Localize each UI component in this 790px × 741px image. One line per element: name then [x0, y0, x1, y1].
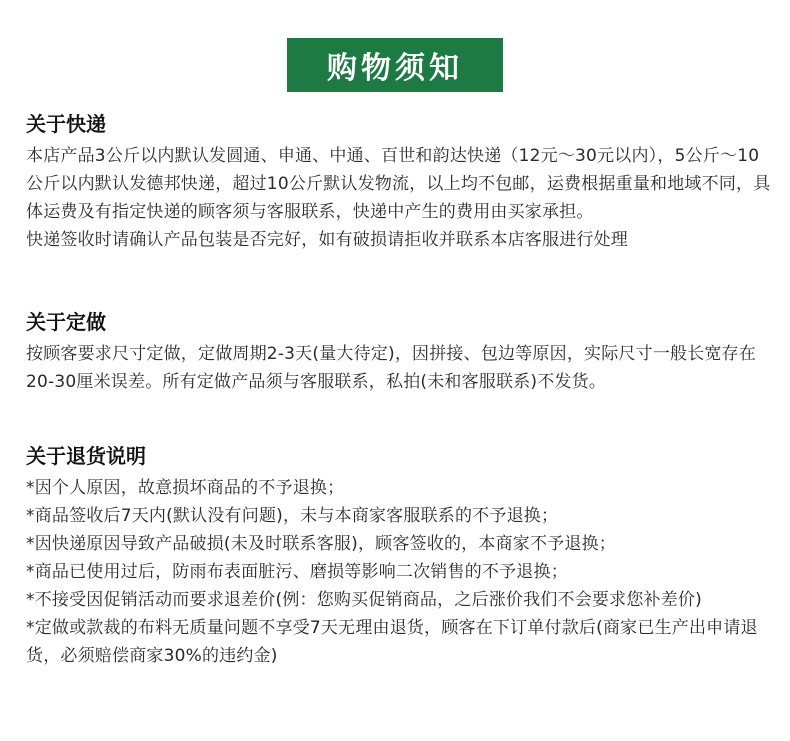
return-heading: 关于退货说明 — [26, 444, 146, 468]
return-section — [26, 444, 771, 670]
custom-section — [26, 310, 771, 396]
delivery-paragraph: 本店产品3公斤以内默认发圆通、申通、中通、百世和韵达快递（12元～30元以内），5公斤～10公斤以内默认发德邦快递，超过10公斤默认发物流，以上均不包邮，运费根据重量和地域不同，具体运费及有指定快递的顾客须与客服联系，快递中产生的费用由买家承担。 — [26, 146, 771, 222]
delivery-heading: 关于快递 — [26, 112, 106, 136]
return-rule: *不接受因促销活动而要求退差价(例：您购买促销商品，之后涨价我们不会要求您补差价) — [26, 590, 702, 610]
return-rule: *商品已使用过后，防雨布表面脏污、磨损等影响二次销售的不予退换； — [26, 562, 568, 582]
custom-heading: 关于定做 — [26, 310, 106, 334]
custom-paragraph: 按顾客要求尺寸定做，定做周期2-3天(量大待定)，因拼接、包边等原因，实际尺寸一般长宽存在20-30厘米误差。所有定做产品须与客服联系，私拍(未和客服联系)不发货。 — [26, 344, 757, 392]
return-rule: *因个人原因，故意损坏商品的不予退换； — [26, 478, 345, 498]
delivery-section — [26, 112, 771, 254]
return-rule: *商品签收后7天内(默认没有问题)，未与本商家客服联系的不予退换； — [26, 506, 559, 526]
delivery-paragraph: 快递签收时请确认产品包装是否完好，如有破损请拒收并联系本店客服进行处理 — [26, 230, 628, 250]
return-rule: *因快递原因导致产品破损(未及时联系客服)，顾客签收的，本商家不予退换； — [26, 534, 616, 554]
page-title: 购物须知 — [327, 51, 463, 86]
title-banner — [287, 38, 503, 92]
return-rule: *定做或款裁的布料无质量问题不享受7天无理由退货，顾客在下订单付款后(商家已生产出申请退货，必须赔偿商家30%的违约金) — [26, 618, 758, 666]
